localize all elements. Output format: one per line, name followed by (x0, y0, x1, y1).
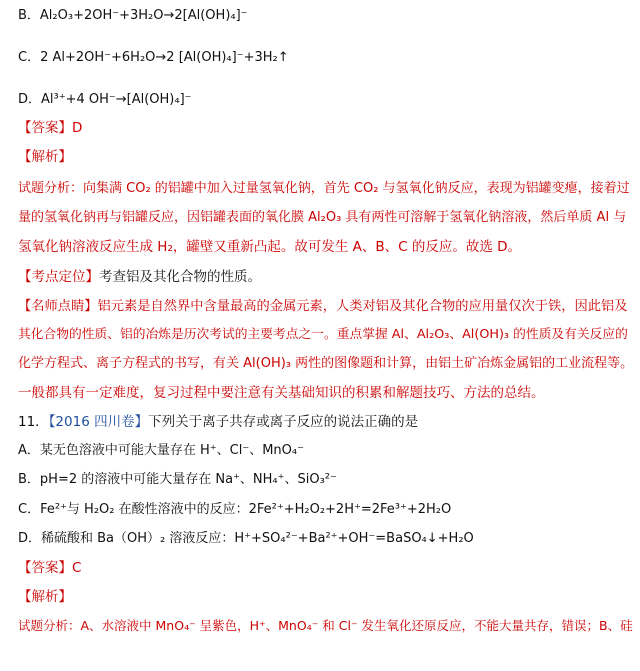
analysis-line-2: 量的氢氧化钠再与铝罐反应，因铝罐表面的氧化膜 Al₂O₃ 具有两性可溶解于氢氧化钠溶液，然后单质 Al 与 (18, 210, 627, 225)
mingshi-line-4: 一般都具有一定难度，复习过程中要注意有关基础知识的积累和解题技巧、方法的总结。 (18, 385, 545, 401)
mingshi-line-3: 化学方程式、离子方程式的书写，有关 Al(OH)₃ 两性的图像题和计算，由铝土矿冶炼金属铝的工业流程等。 (18, 356, 634, 371)
q11-analysis-line-1: 试题分析：A、水溶液中 MnO₄⁻ 呈紫色，H⁺、MnO₄⁻ 和 Cl⁻ 发生氧化还原反应，不能大量共存，错误；B、硅 (18, 618, 633, 633)
kaodian-text: 考查铝及其化合物的性质。 (99, 269, 261, 285)
q11-option-c: C．Fe²⁺与 H₂O₂ 在酸性溶液中的反应：2Fe²⁺+H₂O₂+2H⁺=2Fe³⁺+2H₂O (18, 502, 452, 517)
analysis-line-3: 氢氧化钠溶液反应生成 H₂，罐壁又重新凸起。故可发生 A、B、C 的反应。故选 D。 (18, 239, 522, 255)
analysis-line-1: 试题分析：向集满 CO₂ 的铝罐中加入过量氢氧化钠，首先 CO₂ 与氢氧化钠反应，表现为铝罐变瘪，接着过 (18, 181, 630, 196)
mingshi-row-1 (18, 299, 628, 315)
q11-analysis-label: 【解析】 (18, 589, 72, 605)
kaodian-row (18, 269, 261, 285)
q11-option-d: D．稀硫酸和 Ba（OH）₂ 溶液反应：H⁺+SO₄²⁻+Ba²⁺+OH⁻=BaSO₄↓+H₂O (18, 531, 474, 546)
q11-option-a: A．某无色溶液中可能大量存在 H⁺、Cl⁻、MnO₄⁻ (18, 443, 304, 458)
option-b: B．Al₂O₃+2OH⁻+3H₂O→2[Al(OH)₄]⁻ (18, 8, 248, 23)
question-number: 11． (18, 414, 49, 430)
question-11-stem-row (18, 414, 418, 430)
q11-answer-label: 【答案】C (18, 560, 82, 576)
mingshi-line-1: 铝元素是自然界中含量最高的金属元素，人类对铝及其化合物的应用量仅次于铁，因此铝及 (97, 299, 628, 314)
option-d: D．Al³⁺+4 OH⁻→[Al(OH)₄]⁻ (18, 92, 192, 107)
option-c: C．2 Al+2OH⁻+6H₂O→2 [Al(OH)₄]⁻+3H₂↑ (18, 50, 289, 65)
answer-label: 【答案】D (18, 120, 83, 136)
q11-option-b: B．pH=2 的溶液中可能大量存在 Na⁺、NH₄⁺、SiO₃²⁻ (18, 472, 337, 487)
analysis-label: 【解析】 (18, 149, 72, 165)
mingshi-line-2: 其化合物的性质、铝的冶炼是历次考试的主要考点之一。重点掌握 Al、Al₂O₃、Al(OH)₃ 的性质及有关反应的 (18, 327, 628, 342)
question-source-tag: 【2016 四川卷】 (48, 414, 149, 430)
kaodian-label: 【考点定位】 (18, 269, 99, 285)
mingshi-label: 【名师点睛】 (18, 299, 98, 314)
question-stem: 下列关于离子共存或离子反应的说法正确的是 (148, 414, 419, 430)
